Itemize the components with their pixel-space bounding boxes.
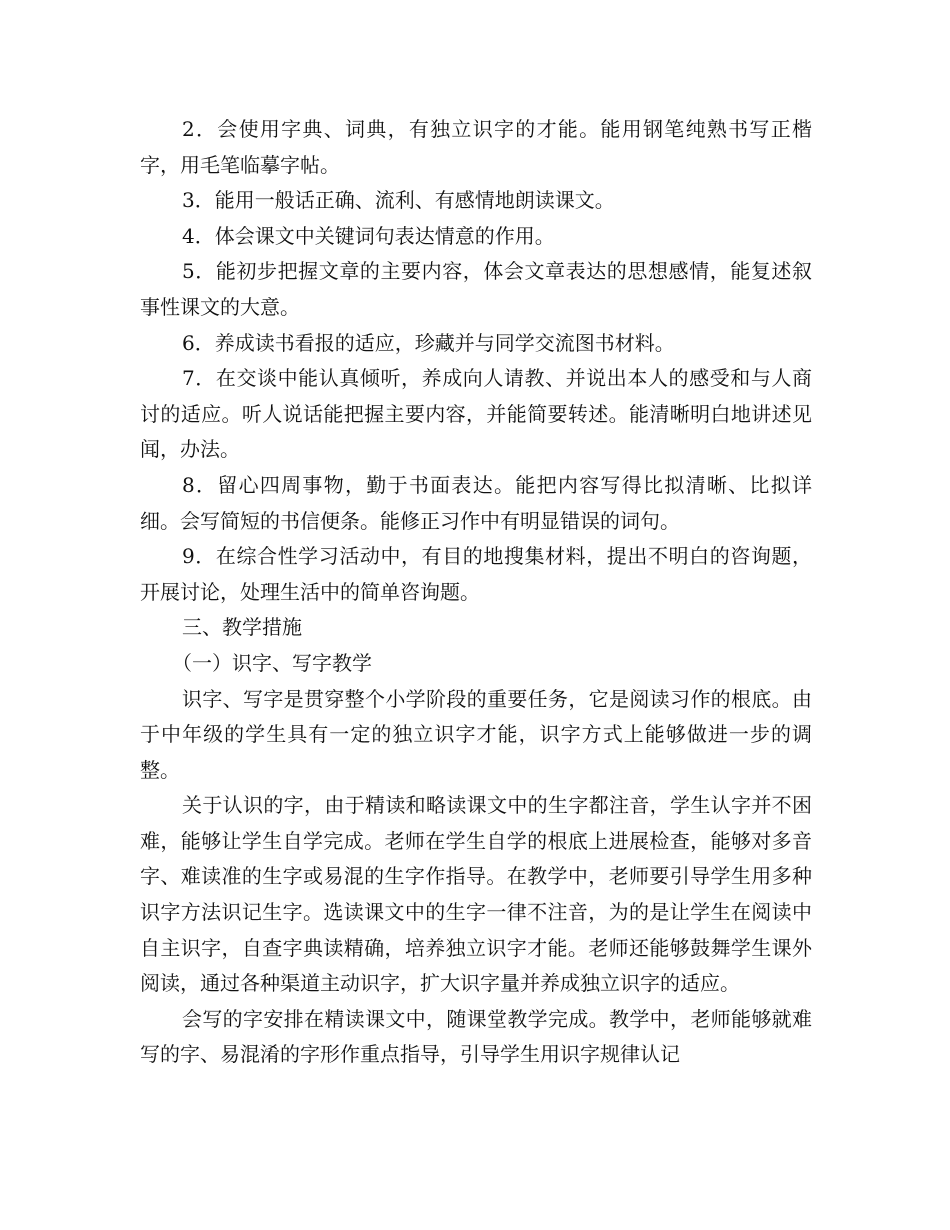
goal-item-3: 3．能用一般话正确、流利、有感情地朗读课文。: [182, 188, 615, 213]
goal-item-9: 9．在综合性学习活动中，有目的地搜集材料，提出不明白的咨询题，开展讨论，处理生活中的简单咨询题。: [140, 544, 812, 604]
goal-item-4: 4．体会课文中关键词句表达情意的作用。: [182, 223, 555, 248]
subsection-heading: （一）识字、写字教学: [172, 650, 372, 675]
document-page: [140, 112, 812, 1073]
body-paragraph-3: 会写的字安排在精读课文中，随课堂教学完成。教学中，老师能够就难写的字、易混淆的字形作重点指导，引导学生用识字规律认记: [140, 1006, 812, 1067]
goal-item-6: 6．养成读书看报的适应，珍藏并与同学交流图书材料。: [182, 330, 675, 355]
goal-item-7: 7．在交谈中能认真倾听，养成向人请教、并说出本人的感受和与人商讨的适应。听人说话能把握主要内容，并能简要转述。能清晰明白地讲述见闻，办法。: [140, 366, 812, 462]
body-paragraph-2: 关于认识的字，由于精读和略读课文中的生字都注音，学生认字并不困难，能够让学生自学完成。老师在学生自学的根底上进展检查，能够对多音字、难读准的生字或易混的生字作指导。在教学中，老师要引导学生用多种识字方法识记生字。选读课文中的生字一律不注音，为的是让学生在阅读中自主识字，自查字典读精确，培养独立识字才能。老师还能够鼓舞学生课外阅读，通过各种渠道主动识字，扩大识字量并养成独立识字的适应。: [140, 793, 812, 996]
body-paragraph-1: 识字、写字是贯穿整个小学阶段的重要任务，它是阅读习作的根底。由于中年级的学生具有一定的独立识字才能，识字方式上能够做进一步的调整。: [140, 686, 812, 782]
goal-item-8: 8．留心四周事物，勤于书面表达。能把内容写得比拟清晰、比拟详细。会写简短的书信便条。能修正习作中有明显错误的词句。: [140, 472, 812, 533]
goal-item-2: 2．会使用字典、词典，有独立识字的才能。能用钢笔纯熟书写正楷字，用毛笔临摹字帖。: [140, 117, 812, 177]
goal-item-5: 5．能初步把握文章的主要内容，体会文章表达的思想感情，能复述叙事性课文的大意。: [140, 259, 812, 319]
section-heading: 三、教学措施: [182, 615, 302, 640]
